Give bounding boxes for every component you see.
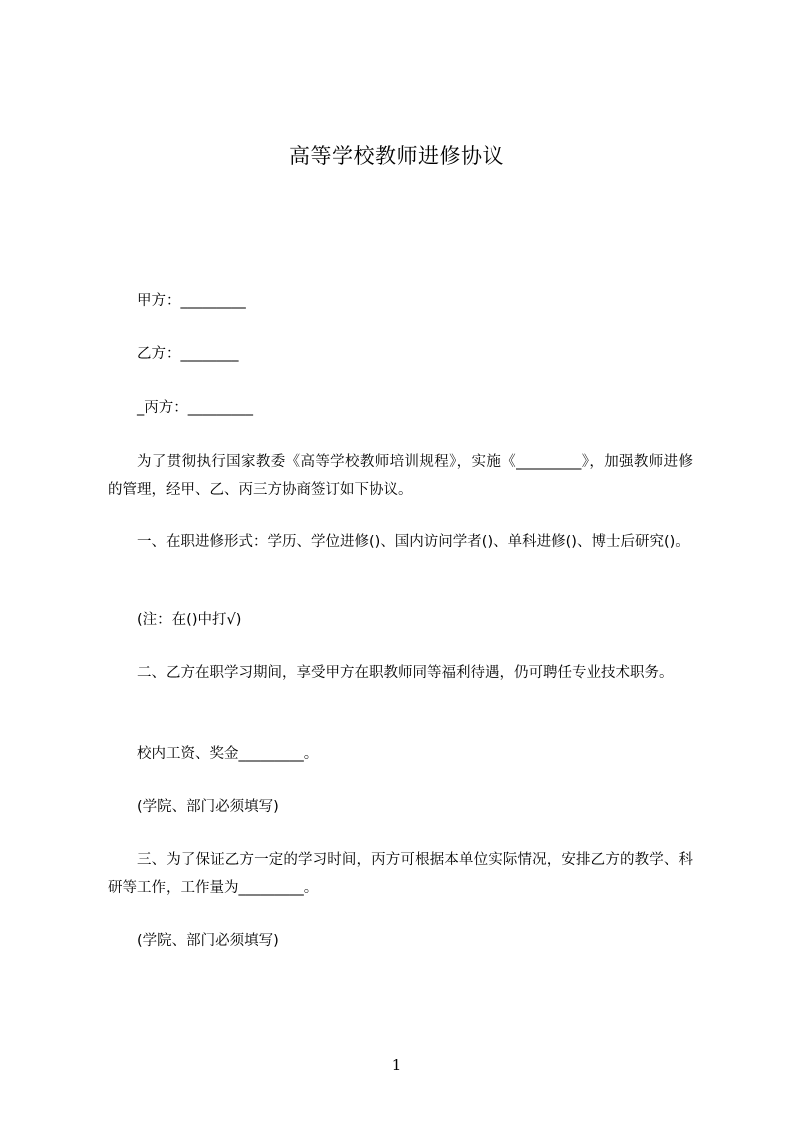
party-b-line: 乙方：________	[137, 346, 239, 362]
page-number: 1	[391, 1056, 402, 1074]
note-paragraph: (注：在()中打√)	[137, 612, 242, 628]
fill-note-2: (学院、部门必须填写)	[137, 933, 279, 949]
party-c-line: _丙方：_________	[137, 400, 253, 416]
fill-note-1: (学院、部门必须填写)	[137, 799, 279, 815]
preamble-paragraph: 为了贯彻执行国家教委《高等学校教师培训规程》，实施《_________》，加强教师进修的管理，经甲、乙、丙三方协商签订如下协议。	[108, 454, 693, 498]
party-a-line: 甲方：_________	[137, 293, 246, 309]
salary-line: 校内工资、奖金_________。	[137, 746, 319, 762]
clause-2-paragraph: 二、乙方在职学习期间，享受甲方在职教师同等福利待遇，仍可聘任专业技术职务。	[137, 665, 674, 681]
clause-1-paragraph: 一、在职进修形式：学历、学位进修()、国内访问学者()、单科进修()、博士后研究()。	[137, 534, 690, 550]
page-title: 高等学校教师进修协议	[289, 144, 504, 168]
clause-3-paragraph: 三、为了保证乙方一定的学习时间，丙方可根据本单位实际情况，安排乙方的教学、科研等工作，工作量为_________。	[108, 852, 693, 896]
